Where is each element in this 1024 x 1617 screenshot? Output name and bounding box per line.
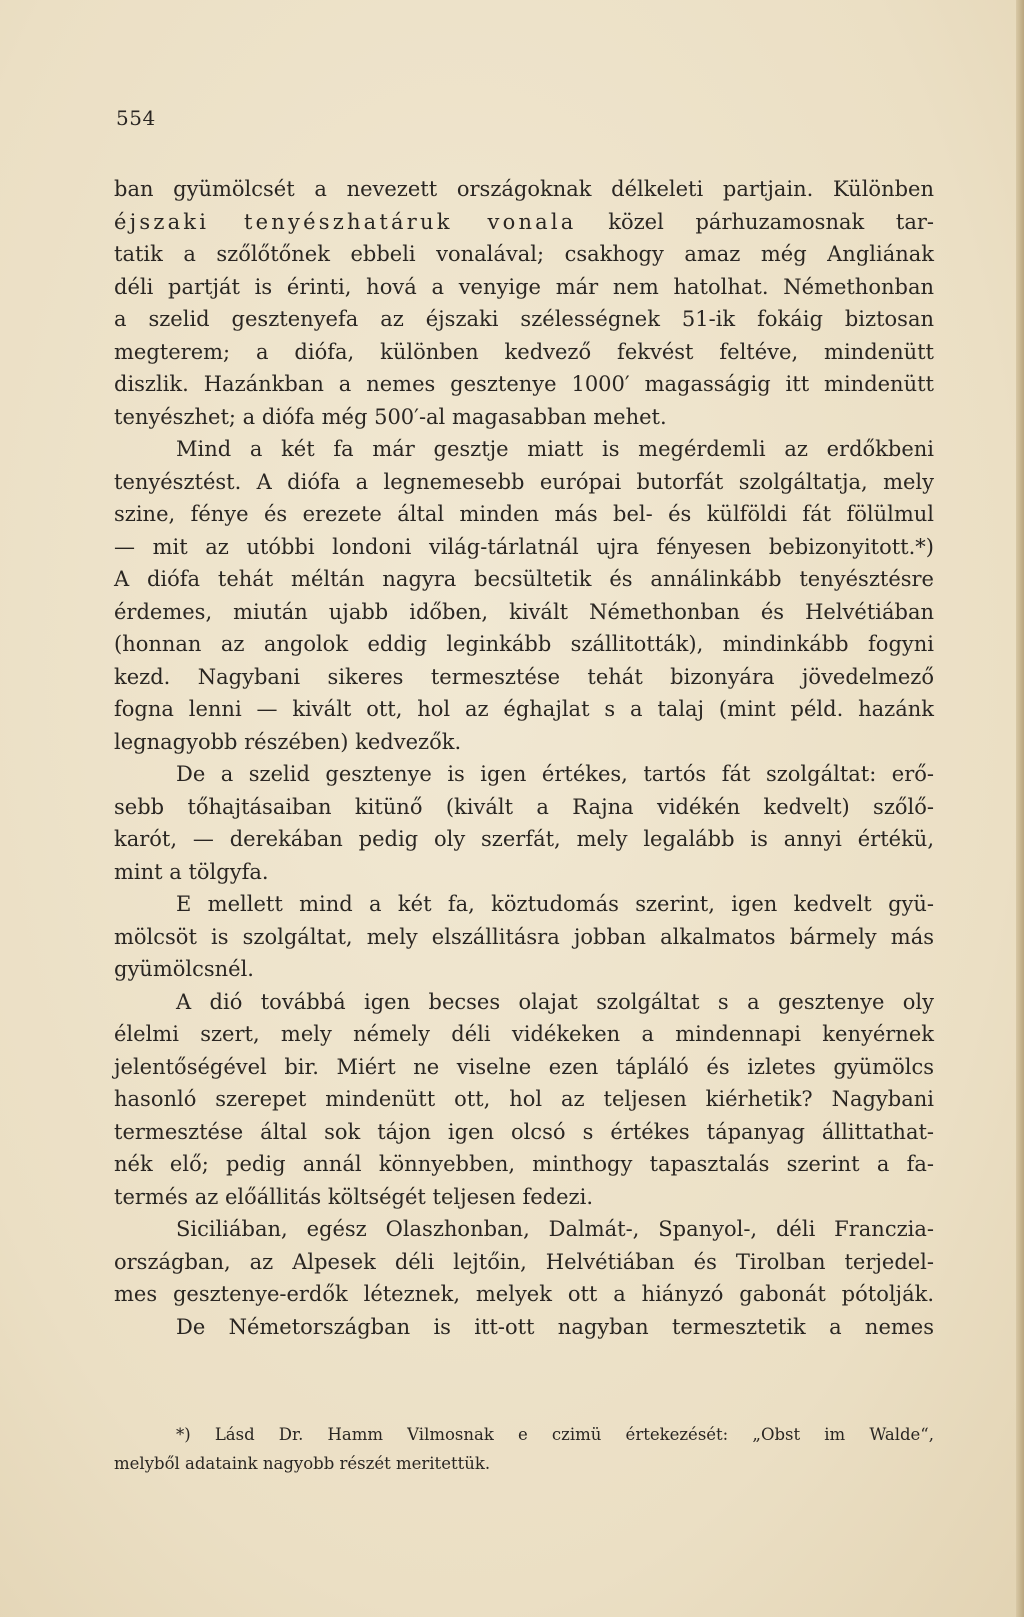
text-line: nék elő; pedig annál könnyebben, minthogy tapasztalás szerint a fa- xyxy=(114,1152,934,1176)
text-line: érdemes, miután ujabb időben, kivált Némethonban és Helvétiában xyxy=(114,599,934,624)
text-line: déli partját is érinti, hová a venyige már nem hatolhat. Némethonban xyxy=(114,274,934,299)
text-line xyxy=(114,206,934,239)
body-text xyxy=(114,173,934,1343)
text-line: E mellett mind a két fa, köztudomás szerint, igen kedvelt gyü- xyxy=(176,892,934,916)
text-line: (honnan az angolok eddig leginkább szállitották), mindinkább fogyni xyxy=(114,632,934,656)
text-line: De Németországban is itt-ott nagyban termesztetik a nemes xyxy=(176,1314,934,1339)
text-line: ban gyümölcsét a nevezett országoknak délkeleti partjain. Különben xyxy=(114,177,934,201)
text-line: tenyésztést. A diófa a legnemesebb európai butorfát szolgáltatja, mely xyxy=(114,469,934,494)
page-edge xyxy=(1016,0,1024,1617)
text-line: gyümölcsnél. xyxy=(114,957,254,981)
text-line: szine, fénye és erezete által minden más bel- és külföldi fát fölülmul xyxy=(114,502,934,526)
text-line: mint a tölgyfa. xyxy=(114,859,269,884)
emphasized-text: éjszaki tenyészhatáruk vonala xyxy=(114,209,577,234)
text-line: karót, — derekában pedig oly szerfát, mely legalább is annyi értékü, xyxy=(114,827,934,851)
text-line: tenyészhet; a diófa még 500′-al magasabban mehet. xyxy=(114,404,667,429)
text-line: mes gesztenye-erdők léteznek, melyek ott a hiányzó gabonát pótolják. xyxy=(114,1282,934,1306)
text-line: — mit az utóbbi londoni világ-tárlatnál ujra fényesen bebizonyitott.*) xyxy=(114,534,934,559)
text-line: jelentőségével bir. Miért ne viselne ezen tápláló és izletes gyümölcs xyxy=(114,1054,934,1079)
text-line: A diófa tehát méltán nagyra becsültetik és annálinkább tenyésztésre xyxy=(114,567,934,591)
text-line-rest: közel párhuzamosnak tar- xyxy=(576,209,935,234)
footnote-line: melyből adataink nagyobb részét meritettük. xyxy=(114,1454,491,1473)
text-line: termesztése által sok tájon igen olcsó s értékes tápanyag állittathat- xyxy=(114,1119,934,1144)
text-line: De a szelid gesztenye is igen értékes, tartós fát szolgáltat: erő- xyxy=(176,762,934,786)
text-line: országban, az Alpesek déli lejtőin, Helvétiában és Tirolban terjedel- xyxy=(114,1249,934,1274)
text-line: élelmi szert, mely némely déli vidékeken a mindennapi kenyérnek xyxy=(114,1022,934,1046)
text-line: Mind a két fa már gesztje miatt is megérdemli az erdőkbeni xyxy=(176,437,934,461)
text-line: legnagyobb részében) kedvezők. xyxy=(114,729,462,754)
text-line: a szelid gesztenyefa az éjszaki szélességnek 51-ik fokáig biztosan xyxy=(114,307,934,331)
text-line: diszlik. Hazánkban a nemes gesztenye 1000′ magasságig itt mindenütt xyxy=(114,372,934,396)
footnotes xyxy=(114,1420,934,1478)
page-number: 554 xyxy=(116,106,156,130)
text-line: tatik a szőlőtőnek ebbeli vonalával; csakhogy amaz még Angliának xyxy=(114,242,934,266)
footnote-line: *) Lásd Dr. Hamm Vilmosnak e czimü értekezését: „Obst im Walde“, xyxy=(176,1425,934,1444)
text-line: fogna lenni — kivált ott, hol az éghajlat s a talaj (mint péld. hazánk xyxy=(114,697,934,721)
text-line: sebb tőhajtásaiban kitünő (kivált a Rajna vidékén kedvelt) szőlő- xyxy=(114,794,934,819)
text-line: A dió továbbá igen becses olajat szolgáltat s a gesztenye oly xyxy=(176,989,934,1014)
text-line: megterem; a diófa, különben kedvező fekvést feltéve, mindenütt xyxy=(114,339,934,364)
text-line: Siciliában, egész Olaszhonban, Dalmát-, Spanyol-, déli Franczia- xyxy=(176,1217,934,1241)
text-line: mölcsöt is szolgáltat, mely elszállitásra jobban alkalmatos bármely más xyxy=(114,924,934,949)
text-line: hasonló szerepet mindenütt ott, hol az teljesen kiérhetik? Nagybani xyxy=(114,1087,934,1111)
text-line: kezd. Nagybani sikeres termesztése tehát bizonyára jövedelmező xyxy=(114,664,934,689)
text-line: termés az előállitás költségét teljesen fedezi. xyxy=(114,1184,593,1209)
